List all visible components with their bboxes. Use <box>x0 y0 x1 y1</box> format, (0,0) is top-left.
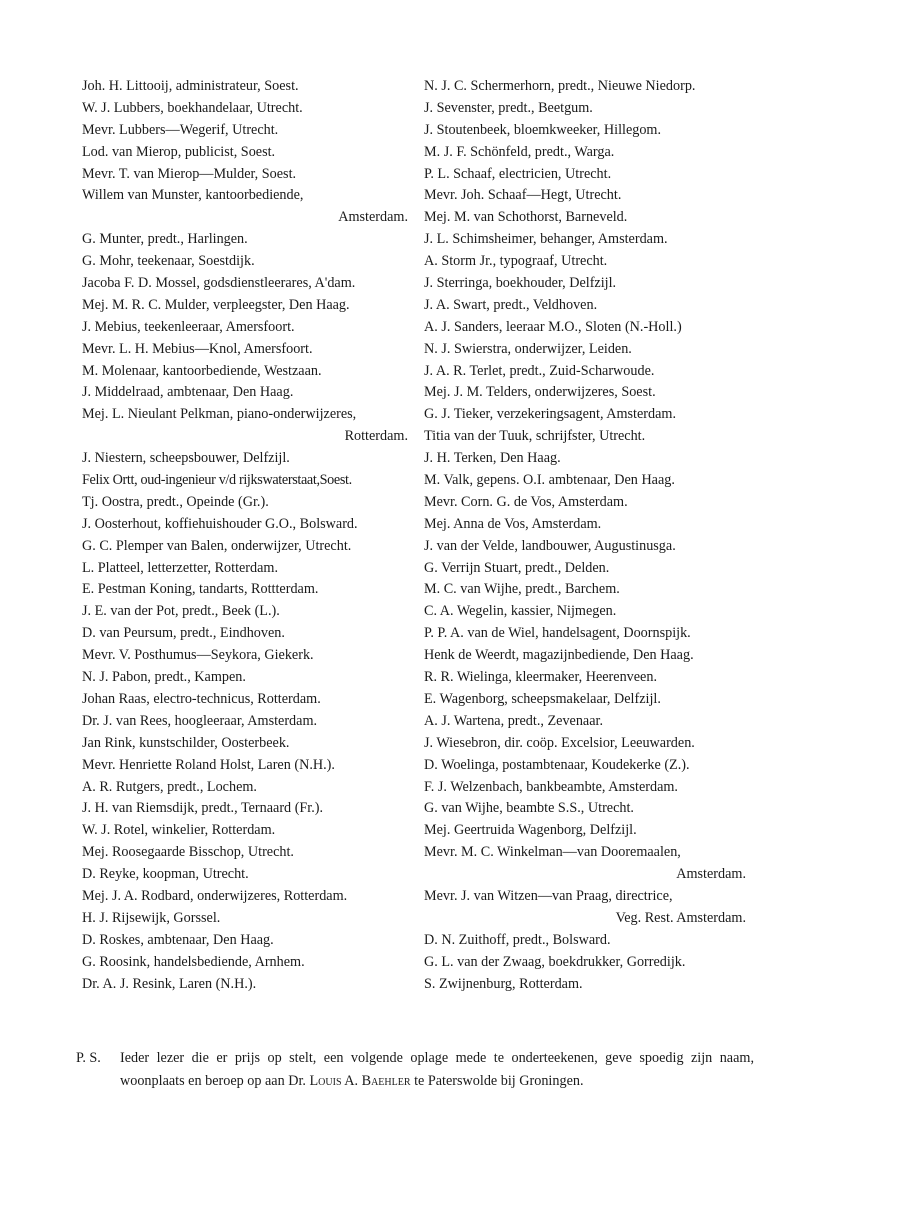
list-item: A. J. Wartena, predt., Zevenaar. <box>424 712 604 729</box>
list-item: Mevr. L. H. Mebius—Knol, Amersfoort. <box>82 340 313 357</box>
list-item: Mevr. J. van Witzen—van Praag, directrice, <box>424 887 673 904</box>
list-item: Mevr. V. Posthumus—Seykora, Giekerk. <box>82 647 314 664</box>
list-item: L. Platteel, letterzetter, Rotterdam. <box>82 559 279 576</box>
postscript-name: Louis A. Baehler <box>309 1072 411 1089</box>
list-item: R. R. Wielinga, kleermaker, Heerenveen. <box>424 669 657 686</box>
list-item-continuation: Amsterdam. <box>676 866 746 883</box>
list-item: G. L. van der Zwaag, boekdrukker, Gorredijk. <box>424 953 686 970</box>
list-item: Mevr. Henriette Roland Holst, Laren (N.H.). <box>82 756 335 773</box>
right-column <box>424 76 746 995</box>
list-item: Mevr. M. C. Winkelman—van Dooremaalen, <box>424 844 681 861</box>
list-item: C. A. Wegelin, kassier, Nijmegen. <box>424 603 617 620</box>
list-item: Titia van der Tuuk, schrijfster, Utrecht. <box>424 428 646 445</box>
list-item: J. A. Swart, predt., Veldhoven. <box>424 296 598 313</box>
list-item: J. Middelraad, ambtenaar, Den Haag. <box>82 384 294 401</box>
list-item: G. Munter, predt., Harlingen. <box>82 231 248 248</box>
list-item: Joh. H. Littooij, administrateur, Soest. <box>82 78 299 94</box>
list-item: N. J. Swierstra, onderwijzer, Leiden. <box>424 340 632 357</box>
list-item: Mej. Geertruida Wagenborg, Delfzijl. <box>424 822 637 839</box>
list-item: P. L. Schaaf, electricien, Utrecht. <box>424 165 612 182</box>
list-item: G. Verrijn Stuart, predt., Delden. <box>424 559 610 576</box>
list-item: J. van der Velde, landbouwer, Augustinusga. <box>424 537 676 554</box>
list-item: M. Valk, gepens. O.I. ambtenaar, Den Haag. <box>424 472 675 489</box>
list-item: D. Woelinga, postambtenaar, Koudekerke (Z.). <box>424 756 690 773</box>
list-item: J. E. van der Pot, predt., Beek (L.). <box>82 603 280 620</box>
list-item: M. Molenaar, kantoorbediende, Westzaan. <box>82 362 322 379</box>
list-item: Tj. Oostra, predt., Opeinde (Gr.). <box>82 493 269 510</box>
list-item: D. van Peursum, predt., Eindhoven. <box>82 625 285 642</box>
list-item: Mevr. T. van Mierop—Mulder, Soest. <box>82 165 297 182</box>
list-item: W. J. Rotel, winkelier, Rotterdam. <box>82 822 276 839</box>
list-item: Mej. L. Nieulant Pelkman, piano-onderwijzeres, <box>82 406 357 423</box>
list-item: Felix Ortt, oud-ingenieur v/d rijkswaterstaat,Soest. <box>82 472 352 489</box>
postscript <box>76 1047 754 1092</box>
list-item: G. Mohr, teekenaar, Soestdijk. <box>82 253 255 270</box>
list-item: S. Zwijnenburg, Rotterdam. <box>424 975 583 992</box>
list-item: Jacoba F. D. Mossel, godsdienstleerares, A'dam. <box>82 275 356 292</box>
list-item: Mej. M. van Schothorst, Barneveld. <box>424 209 628 226</box>
list-item: Mej. Roosegaarde Bisschop, Utrecht. <box>82 844 294 861</box>
list-item: F. J. Welzenbach, bankbeambte, Amsterdam. <box>424 778 678 795</box>
list-item: Willem van Munster, kantoorbediende, <box>82 187 304 204</box>
list-item: J. A. R. Terlet, predt., Zuid-Scharwoude. <box>424 362 655 379</box>
list-item: Mevr. Joh. Schaaf—Hegt, Utrecht. <box>424 187 622 204</box>
list-item: Henk de Weerdt, magazijnbediende, Den Haag. <box>424 647 694 664</box>
postscript-text-part: te Paterswolde bij Groningen. <box>414 1072 584 1089</box>
list-item-continuation: Amsterdam. <box>338 209 408 226</box>
list-item: D. Roskes, ambtenaar, Den Haag. <box>82 931 274 948</box>
list-item: Mej. J. A. Rodbard, onderwijzeres, Rotterdam. <box>82 887 348 904</box>
list-item: E. Pestman Koning, tandarts, Rottterdam. <box>82 581 319 598</box>
postscript-text <box>120 1047 754 1092</box>
list-item: N. J. Pabon, predt., Kampen. <box>82 669 246 686</box>
list-item: Mej. M. R. C. Mulder, verpleegster, Den Haag. <box>82 296 350 313</box>
postscript-label: P. S. <box>76 1050 101 1066</box>
list-item: J. Niestern, scheepsbouwer, Delfzijl. <box>82 450 290 467</box>
list-item: N. J. C. Schermerhorn, predt., Nieuwe Niedorp. <box>424 78 696 94</box>
list-item-continuation: Rotterdam. <box>344 428 408 445</box>
list-item: G. Roosink, handelsbediende, Arnhem. <box>82 953 305 970</box>
list-item: G. J. Tieker, verzekeringsagent, Amsterdam. <box>424 406 676 423</box>
list-item: Lod. van Mierop, publicist, Soest. <box>82 143 276 160</box>
list-item: J. H. van Riemsdijk, predt., Ternaard (Fr.). <box>82 800 324 817</box>
list-item: M. J. F. Schönfeld, predt., Warga. <box>424 143 615 160</box>
list-item: A. R. Rutgers, predt., Lochem. <box>82 778 257 795</box>
list-item: H. J. Rijsewijk, Gorssel. <box>82 909 221 926</box>
list-item: Mej. Anna de Vos, Amsterdam. <box>424 515 602 532</box>
list-item: G. C. Plemper van Balen, onderwijzer, Utrecht. <box>82 537 352 554</box>
list-item: Johan Raas, electro-technicus, Rotterdam. <box>82 690 321 707</box>
list-item: J. Wiesebron, dir. coöp. Excelsior, Leeuwarden. <box>424 734 695 751</box>
list-item: A. Storm Jr., typograaf, Utrecht. <box>424 253 608 270</box>
list-item: G. van Wijhe, beambte S.S., Utrecht. <box>424 800 634 817</box>
left-column <box>82 76 408 995</box>
list-item: M. C. van Wijhe, predt., Barchem. <box>424 581 620 598</box>
list-item: J. H. Terken, Den Haag. <box>424 450 561 467</box>
list-item: P. P. A. van de Wiel, handelsagent, Doornspijk. <box>424 625 691 642</box>
list-item: J. Mebius, teekenleeraar, Amersfoort. <box>82 318 295 335</box>
list-item: W. J. Lubbers, boekhandelaar, Utrecht. <box>82 99 303 116</box>
list-item: Mevr. Corn. G. de Vos, Amsterdam. <box>424 493 628 510</box>
list-item: Mej. J. M. Telders, onderwijzeres, Soest. <box>424 384 656 401</box>
list-item: J. Oosterhout, koffiehuishouder G.O., Bolsward. <box>82 515 358 532</box>
list-item: Dr. A. J. Resink, Laren (N.H.). <box>82 975 257 992</box>
list-item: Dr. J. van Rees, hoogleeraar, Amsterdam. <box>82 712 318 729</box>
list-item: D. N. Zuithoff, predt., Bolsward. <box>424 931 611 948</box>
list-item: D. Reyke, koopman, Utrecht. <box>82 866 249 883</box>
list-item-continuation: Veg. Rest. Amsterdam. <box>615 909 746 926</box>
list-item: J. Sevenster, predt., Beetgum. <box>424 99 593 116</box>
list-item: J. Sterringa, boekhouder, Delfzijl. <box>424 275 617 292</box>
list-item: A. J. Sanders, leeraar M.O., Sloten (N.-Holl.) <box>424 318 682 335</box>
list-item: E. Wagenborg, scheepsmakelaar, Delfzijl. <box>424 690 661 707</box>
postscript-text-part: Ieder lezer die er prijs op stelt, een volgende oplage mede te onderteekenen, geve spoedig zijn naam, woonplaats en beroep op aan Dr. <box>120 1050 754 1089</box>
list-item: Jan Rink, kunstschilder, Oosterbeek. <box>82 734 290 751</box>
list-item: Mevr. Lubbers—Wegerif, Utrecht. <box>82 121 279 138</box>
list-item: J. Stoutenbeek, bloemkweeker, Hillegom. <box>424 121 662 138</box>
list-item: J. L. Schimsheimer, behanger, Amsterdam. <box>424 231 668 248</box>
